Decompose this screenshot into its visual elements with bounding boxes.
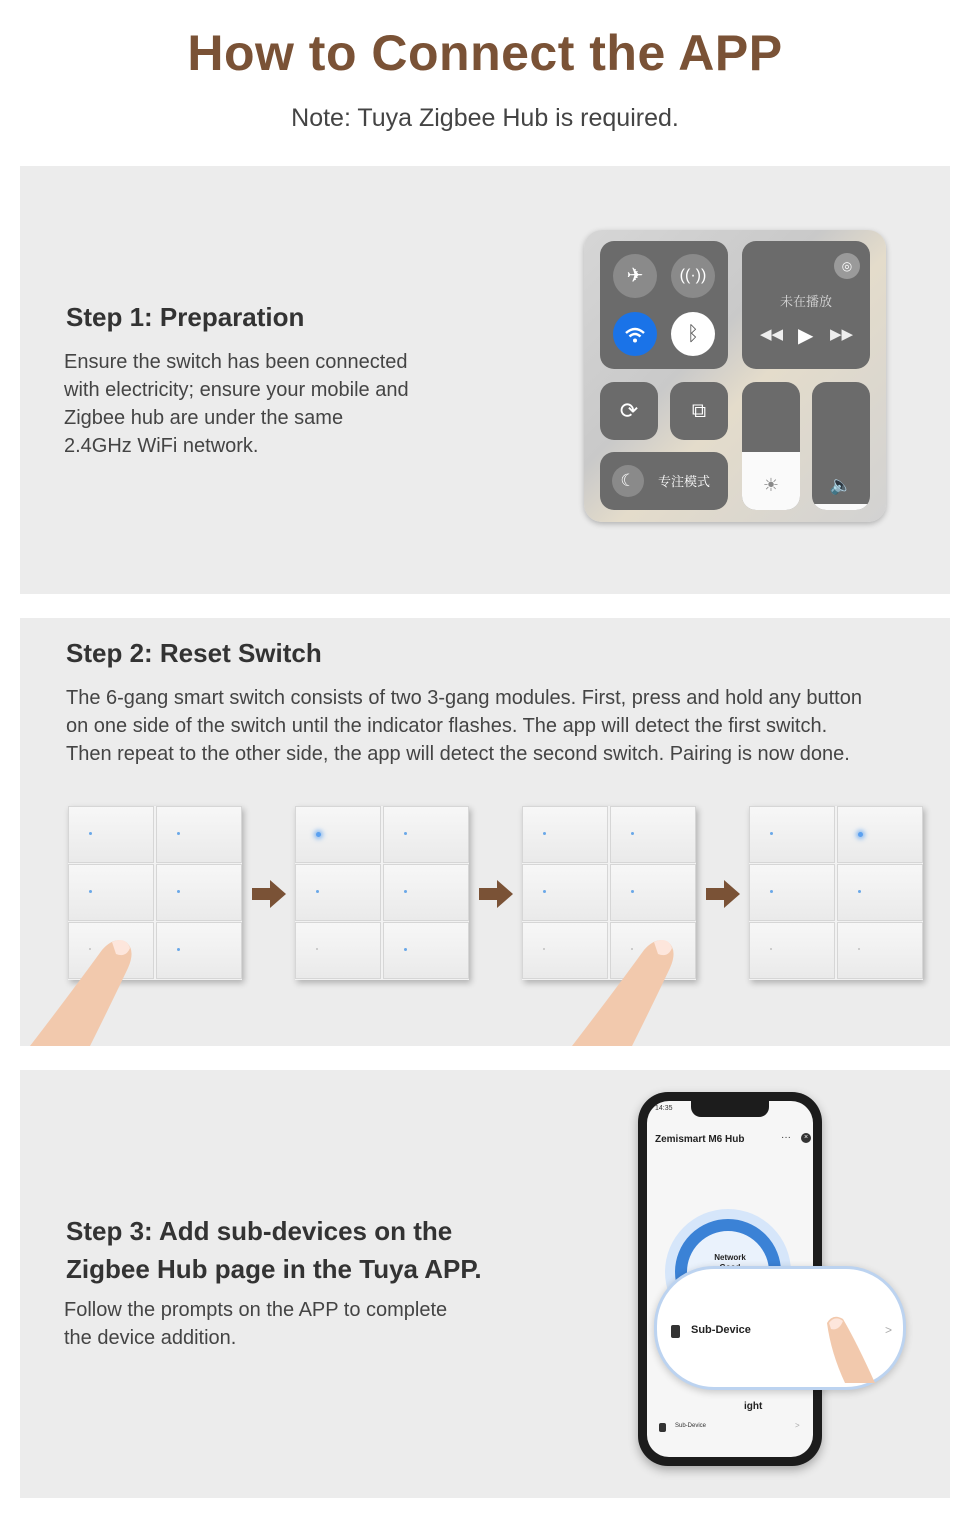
indicator-light [770, 832, 773, 835]
step1-panel [20, 166, 950, 594]
indicator-light [543, 832, 546, 835]
close-icon[interactable]: × [801, 1133, 811, 1143]
finger-pressing-image [572, 934, 692, 1046]
zoom-bubble [654, 1266, 906, 1390]
step3-heading-line: Zigbee Hub page in the Tuya APP. [66, 1254, 482, 1284]
indicator-light [543, 890, 546, 893]
media-status: 未在播放 [779, 295, 832, 310]
status-time: 14:35 [655, 1105, 673, 1112]
switch-button [837, 864, 923, 921]
step3-line: the device addition. [64, 1327, 237, 1349]
step2-line: Then repeat to the other side, the app will detect the second switch. Pairing is now done. [66, 743, 850, 765]
step3-heading [66, 1212, 482, 1288]
rotation-lock-icon[interactable]: ⟳ [600, 382, 658, 440]
step1-line: 2.4GHz WiFi network. [64, 435, 259, 457]
page-title: How to Connect the APP [187, 25, 783, 81]
indicator-light [404, 890, 407, 893]
switch-button [295, 806, 381, 863]
forward-icon[interactable]: ▶▶ [830, 326, 854, 343]
cellular-icon[interactable]: ((·)) [671, 254, 715, 298]
switch-button [383, 806, 469, 863]
phone-notch [691, 1101, 769, 1117]
moon-icon: ☾ [612, 465, 644, 497]
step1-line: with electricity; ensure your mobile and [64, 379, 409, 401]
step1-line: Zigbee hub are under the same [64, 407, 344, 429]
brightness-icon: ☀ [762, 475, 780, 495]
focus-tile[interactable] [600, 452, 728, 510]
indicator-light [543, 948, 545, 950]
play-icon[interactable]: ▶ [798, 325, 814, 347]
indicator-light [858, 948, 860, 950]
hub-app-title: Zemismart M6 Hub [655, 1134, 745, 1145]
chevron-right-icon: > [795, 1421, 800, 1430]
finger-pressing-image [30, 934, 150, 1046]
step2-line: The 6-gang smart switch consists of two 3-gang modules. First, press and hold any button [66, 687, 862, 709]
indicator-light [177, 890, 180, 893]
switch-button [68, 864, 154, 921]
indicator-light [404, 948, 407, 951]
partial-label: ight [744, 1401, 763, 1412]
step3-line: Follow the prompts on the APP to complete [64, 1299, 448, 1321]
switch-button [837, 922, 923, 979]
switch-button [610, 806, 696, 863]
sub-device-item[interactable]: Sub-Device [691, 1324, 751, 1336]
bluetooth-icon[interactable]: ᛒ [671, 312, 715, 356]
indicator-light [858, 890, 861, 893]
brightness-slider[interactable] [742, 382, 800, 510]
switch-button [749, 864, 835, 921]
step2-text [66, 684, 862, 768]
hub-note: Note: Tuya Zigbee Hub is required. [291, 104, 679, 132]
switch-panel [295, 806, 469, 980]
switch-button [837, 806, 923, 863]
switch-button [522, 806, 608, 863]
indicator-light [858, 832, 863, 837]
indicator-light [631, 890, 634, 893]
screen-mirror-icon[interactable]: ⧉ [670, 382, 728, 440]
switch-panel [749, 806, 923, 980]
chevron-right-icon: > [885, 1323, 893, 1337]
step3-panel [20, 1070, 950, 1498]
step3-heading-line: Step 3: Add sub-devices on the [66, 1216, 453, 1246]
finger-tap-image [817, 1313, 877, 1383]
arrow-right-icon [479, 880, 513, 908]
step3-text [64, 1296, 447, 1352]
step2-panel [20, 618, 950, 1046]
focus-label: 专注模式 [658, 475, 711, 490]
indicator-light [316, 890, 319, 893]
volume-icon: 🔈 [829, 475, 853, 495]
airplane-icon[interactable]: ✈ [613, 254, 657, 298]
switch-button [295, 922, 381, 979]
more-menu-icon[interactable]: ··· [781, 1132, 791, 1143]
switch-button [156, 922, 242, 979]
indicator-light [631, 832, 634, 835]
step1-heading: Step 1: Preparation [66, 302, 305, 332]
step1-text [64, 348, 409, 460]
sub-device-list-item[interactable]: Sub-Device [675, 1423, 707, 1429]
device-icon [659, 1423, 666, 1432]
connectivity-tile [600, 241, 728, 369]
indicator-light [89, 890, 92, 893]
arrow-right-icon [706, 880, 740, 908]
indicator-light [177, 948, 180, 951]
airplay-icon[interactable]: ◎ [834, 253, 860, 279]
control-center [584, 230, 886, 522]
switch-button [383, 864, 469, 921]
switch-button [68, 806, 154, 863]
indicator-light [89, 832, 92, 835]
switch-button [383, 922, 469, 979]
switch-button [156, 806, 242, 863]
switch-button [749, 922, 835, 979]
rewind-icon[interactable]: ◀◀ [760, 326, 784, 343]
indicator-light [316, 832, 321, 837]
indicator-light [770, 948, 772, 950]
media-tile [742, 241, 870, 369]
step1-line: Ensure the switch has been connected [64, 351, 408, 373]
volume-slider[interactable] [812, 382, 870, 510]
step2-heading: Step 2: Reset Switch [66, 638, 322, 668]
device-icon [671, 1325, 680, 1338]
network-label: Network [714, 1253, 746, 1262]
indicator-light [316, 948, 318, 950]
indicator-light [404, 832, 407, 835]
switch-button [610, 864, 696, 921]
switch-button [749, 806, 835, 863]
arrow-right-icon [252, 880, 286, 908]
switch-button [522, 864, 608, 921]
switch-button [295, 864, 381, 921]
indicator-light [177, 832, 180, 835]
indicator-light [770, 890, 773, 893]
step2-line: on one side of the switch until the indicator flashes. The app will detect the first switch. [66, 715, 828, 737]
switch-button [156, 864, 242, 921]
volume-fill [812, 504, 870, 510]
wifi-icon[interactable] [613, 312, 657, 356]
